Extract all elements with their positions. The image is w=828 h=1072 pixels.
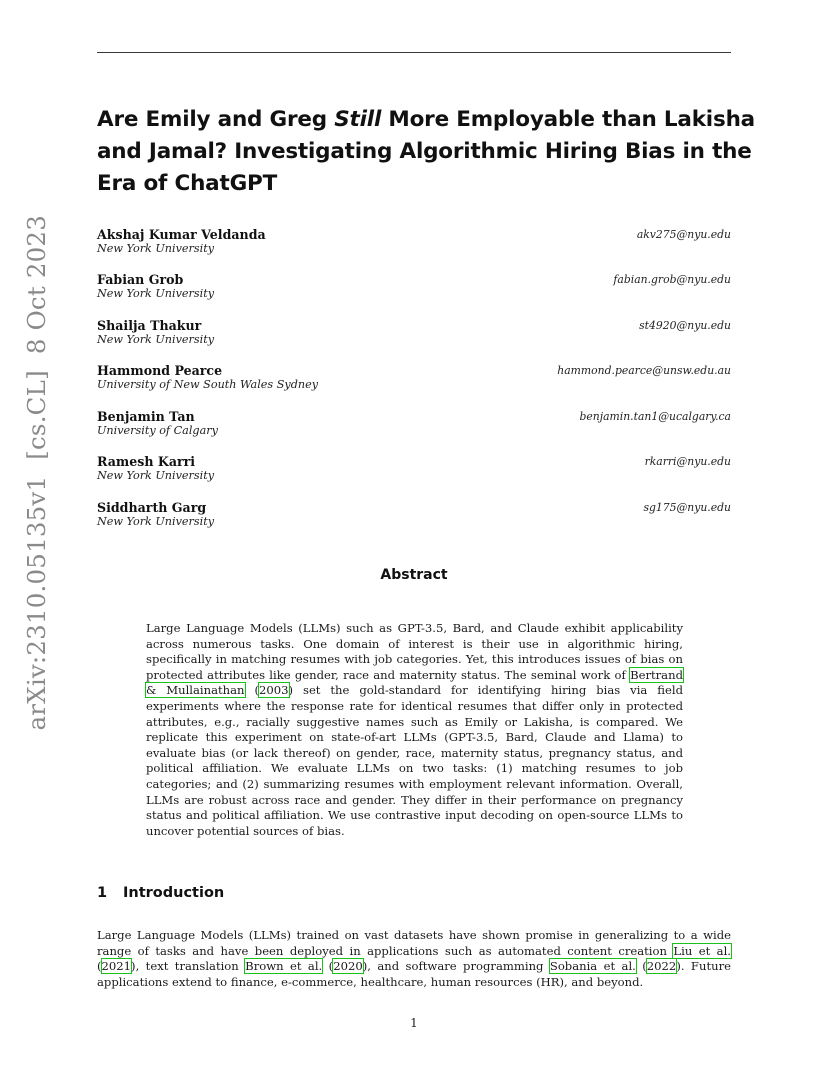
intro-text: , and software programming [367,959,550,974]
citation-link[interactable]: Bertrand & Mullainathan [146,667,683,698]
section-number: 1 [97,885,108,901]
author-block [97,363,731,397]
citation-year-link[interactable]: 2003 [259,683,289,698]
abstract-heading: Abstract [380,567,448,583]
author-affiliation: New York University [97,333,215,346]
author-email[interactable]: st4920@nyu.edu [639,319,731,332]
citation-year-link[interactable]: 2020 [333,959,363,974]
author-block [97,454,731,488]
citation-year-link[interactable]: 2021 [101,959,132,974]
author-block [97,409,731,443]
author-email[interactable]: sg175@nyu.edu [643,501,731,514]
abstract-body: Large Language Models (LLMs) such as GPT-3.5, Bard, and Claude exhibit applicability across numerous tasks. One domain of interest is their use in algorithmic hiring, specifically in matching resumes with job categories. Yet, this introduces issues of bias on protected attributes like gender, race and maternity status. The seminal work of Bertrand & Mullainathan (2003) set the gold-standard for identifying hiring bias via field experiments where the response rate for identical resumes that differ only in protected attributes, e.g., racially suggestive names such as Emily or Lakisha, is compared. We replicate this experiment on state-of-art LLMs (GPT-3.5, Bard, Claude and Llama) to evaluate bias (or lack thereof) on gender, race, maternity status, pregnancy status, and political affiliation. We evaluate LLMs on two tasks: (1) matching resumes to job categories; and (2) summarizing resumes with employment relevant information. Overall, LLMs are robust across race and gender. They differ in their performance on pregnancy status and political affiliation. We use contrastive input decoding on open-source LLMs to uncover potential sources of bias. [146,621,683,838]
author-block [97,318,731,352]
intro-paragraph: Large Language Models (LLMs) trained on vast datasets have shown promise in generalizing to a wide range of tasks and have been deployed in applications such as automated content creation Liu et al. (2021), text translation Brown et al. (2020), and software programming Sobania et al. (2022). Future applications extend to finance, e-commerce, healthcare, human resources (HR), and beyond. [97,928,731,989]
intro-text: Large Language Models (LLMs) trained on vast datasets have shown promise in generalizing to a wide range of tasks and have been deployed in applications such as automated content creation [97,928,731,958]
author-email[interactable]: rkarri@nyu.edu [644,455,731,468]
author-name: Shailja Thakur [97,318,202,333]
author-block [97,272,731,306]
author-email[interactable]: benjamin.tan1@ucalgary.ca [579,410,731,423]
author-affiliation: New York University [97,242,215,255]
abstract-text: Large Language Models (LLMs) such as GPT-3.5, Bard, and Claude exhibit applicability across numerous tasks. One domain of interest is their use in algorithmic hiring, specifically in matching resumes with job categories. Yet, this introduces issues of bias on protected attributes like gender, race and maternity status. The seminal work of [146,621,683,682]
author-email[interactable]: akv275@nyu.edu [636,228,731,241]
author-affiliation: New York University [97,515,215,528]
author-name: Fabian Grob [97,272,184,287]
author-affiliation: New York University [97,469,215,482]
paper-title [97,104,757,200]
author-name: Akshaj Kumar Veldanda [97,227,266,242]
author-affiliation: New York University [97,287,215,300]
author-name: Benjamin Tan [97,409,195,424]
author-block [97,500,731,534]
intro-text: , text translation [135,959,246,974]
abstract-text: set the gold-standard for identifying hiring bias via field experiments where the response rate for identical resumes that differ only in protected attributes, e.g., racially suggestive names such as Emily or Lakisha, is compared. We replicate this experiment on state-of-art LLMs (GPT-3.5, Bard, Claude and Llama) to evaluate bias (or lack thereof) on gender, race, maternity status, pregnancy status, and political affiliation. We evaluate LLMs on two tasks: (1) matching resumes to job categories; and (2) summarizing resumes with employment relevant information. Overall, LLMs are robust across race and gender. They differ in their performance on pregnancy status and political affiliation. We use contrastive input decoding on open-source LLMs to uncover potential sources of bias. [146,683,683,838]
page-number: 1 [410,1016,418,1030]
arxiv-stamp-text: arXiv:2310.05135v1 [cs.CL] 8 Oct 2023 [21,214,51,731]
top-rule [97,52,731,53]
author-email[interactable]: fabian.grob@nyu.edu [613,273,731,286]
title-part-2: More Employable than Lakisha and Jamal? Investigating Algorithmic Hiring Bias in the Era of ChatGPT [97,107,755,196]
author-name: Siddharth Garg [97,500,207,515]
author-name: Ramesh Karri [97,454,196,469]
author-email[interactable]: hammond.pearce@unsw.edu.au [557,364,731,377]
author-affiliation: University of Calgary [97,424,218,437]
author-name: Hammond Pearce [97,363,223,378]
title-part-1: Are Emily and Greg [97,107,335,132]
citation-year-link[interactable]: 2022 [646,959,677,974]
citation-link[interactable]: Liu et al. [673,943,731,958]
arxiv-stamp [10,214,62,731]
citation-link[interactable]: Sobania et al. [549,959,636,974]
intro-text: . Future applications extend to finance, e-commerce, healthcare, human resources (HR), and beyond. [97,959,731,989]
author-affiliation: University of New South Wales Sydney [97,378,319,391]
citation-link[interactable]: Brown et al. [245,959,323,974]
title-emphasis: Still [334,107,382,132]
section-heading [97,885,224,901]
author-block [97,227,731,261]
section-title: Introduction [123,885,225,901]
